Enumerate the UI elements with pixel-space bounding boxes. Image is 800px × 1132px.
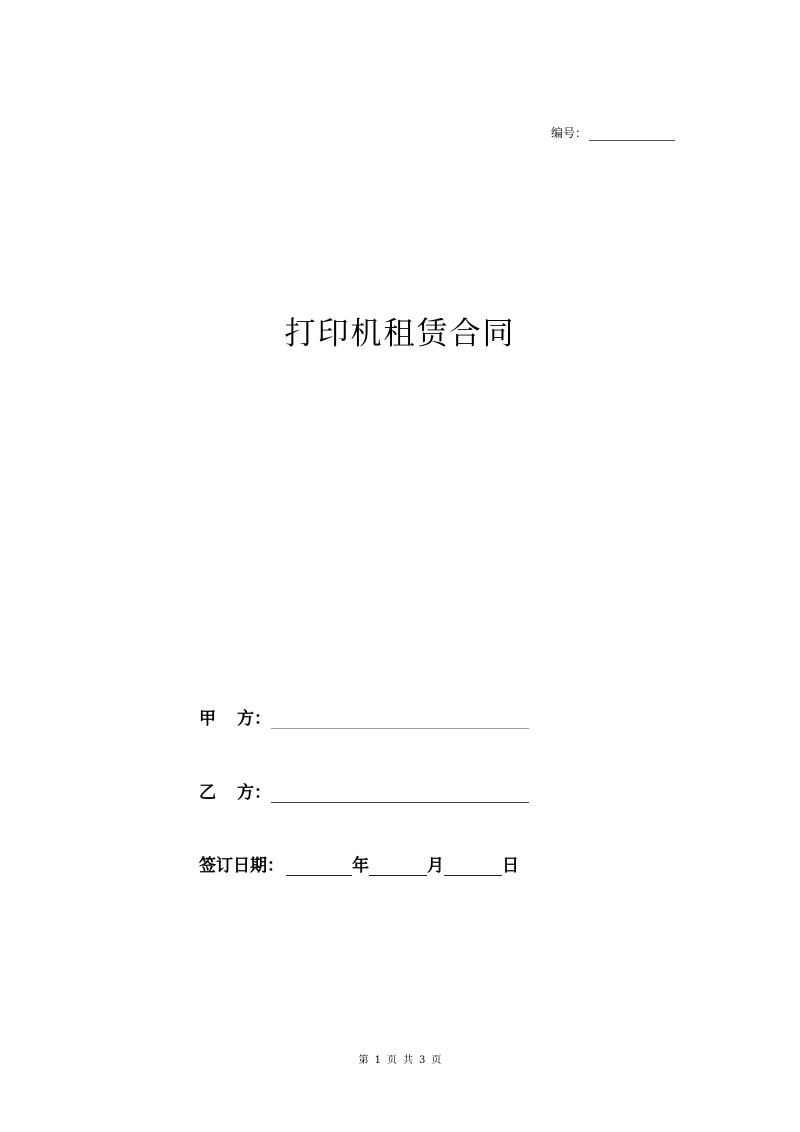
party-a-label: 甲 方： [199, 709, 271, 729]
document-title: 打印机租赁合同 [284, 316, 516, 352]
year-blank [286, 855, 352, 876]
day-blank [444, 855, 502, 876]
contract-number-label: 编号： [551, 126, 588, 140]
contract-number-blank [589, 128, 675, 141]
party-a-row [199, 704, 529, 729]
party-a-blank [271, 708, 529, 729]
total-page-count: 3 [419, 1055, 426, 1066]
party-b-row [199, 778, 529, 803]
current-page-number: 1 [374, 1055, 381, 1066]
party-b-label: 乙 方： [199, 783, 271, 803]
page-footer: 第 1 页 共 3 页 [358, 1055, 442, 1066]
signing-date-label: 签订日期： [199, 856, 284, 876]
year-unit: 年 [352, 856, 369, 876]
day-unit: 日 [502, 856, 519, 876]
party-b-blank [271, 782, 529, 803]
month-blank [369, 855, 427, 876]
contract-number [551, 124, 675, 141]
month-unit: 月 [427, 856, 444, 876]
signing-date-row [199, 851, 519, 876]
